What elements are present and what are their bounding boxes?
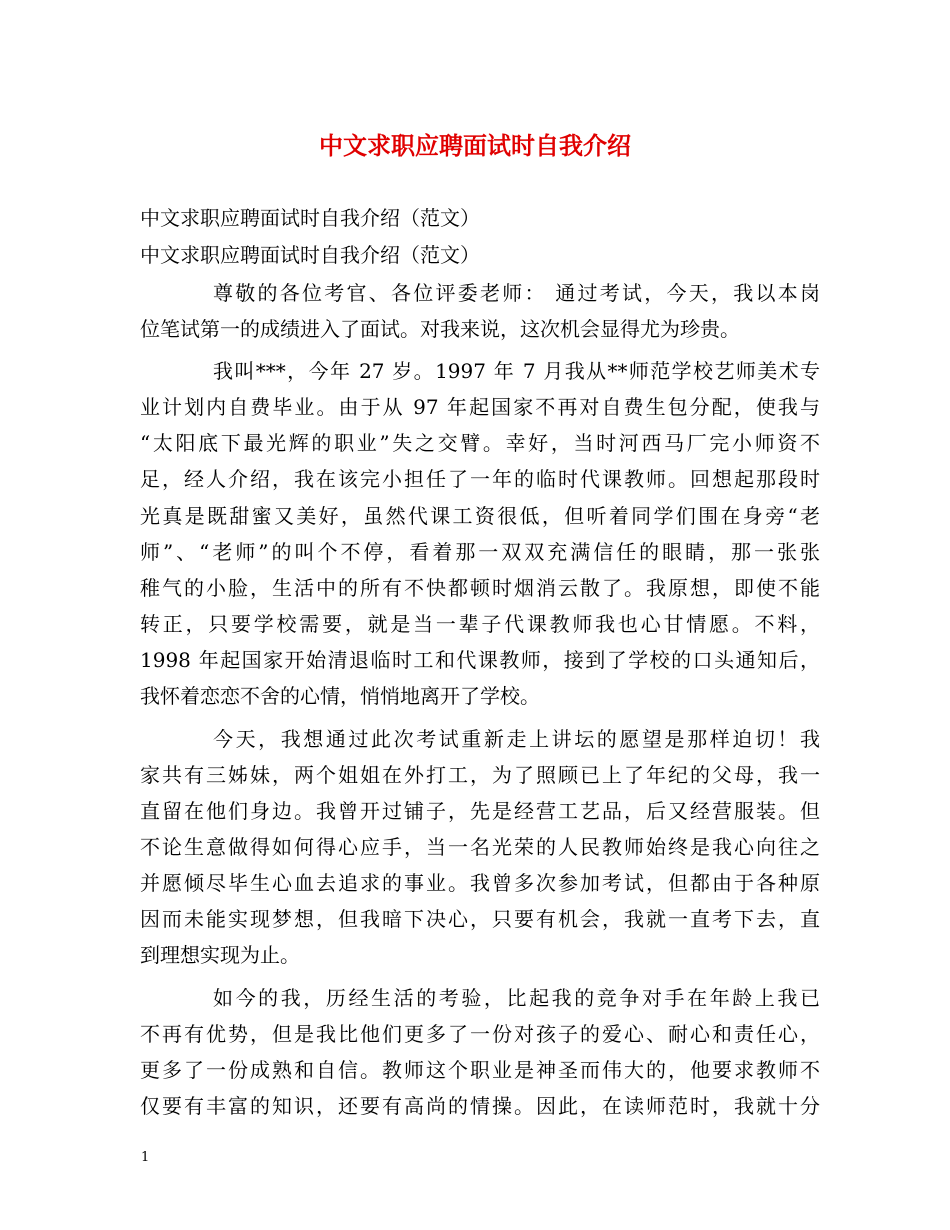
paragraph-line: 1998 年起国家开始清退临时工和代课教师，接到了学校的口头通知后，	[140, 648, 820, 672]
subtitle-line: 中文求职应聘面试时自我介绍（范文）	[140, 206, 480, 230]
paragraph-line: “太阳底下最光辉的职业”失之交臂。幸好，当时河西马厂完小师资不	[140, 431, 820, 455]
paragraph-line: 师”、“老师”的叫个不停，看着那一双双充满信任的眼睛，那一张张	[140, 540, 820, 564]
paragraph-line: 更多了一份成熟和自信。教师这个职业是神圣而伟大的，他要求教师不	[140, 1058, 820, 1082]
page-number: 1	[141, 1150, 150, 1165]
paragraph-line: 业计划内自费毕业。由于从 97 年起国家不再对自费生包分配，使我与	[140, 395, 820, 419]
paragraph-line: 稚气的小脸，生活中的所有不快都顿时烟消云散了。我原想，即使不能	[140, 576, 820, 600]
paragraph-line: 如今的我，历经生活的考验，比起我的竞争对手在年龄上我已	[213, 986, 820, 1010]
paragraph-line: 光真是既甜蜜又美好，虽然代课工资很低，但听着同学们围在身旁“老	[140, 504, 820, 528]
paragraph-line: 不再有优势，但是我比他们更多了一份对孩子的爱心、耐心和责任心，	[140, 1022, 820, 1046]
paragraph-line: 我叫***，今年 27 岁。1997 年 7 月我从**师范学校艺师美术专	[213, 359, 820, 383]
paragraph-line: 我怀着恋恋不舍的心情，悄悄地离开了学校。	[140, 684, 540, 708]
paragraph-line: 并愿倾尽毕生心血去追求的事业。我曾多次参加考试，但都由于各种原	[140, 871, 820, 895]
paragraph-line: 因而未能实现梦想，但我暗下决心，只要有机会，我就一直考下去，直	[140, 907, 820, 931]
paragraph-line: 足，经人介绍，我在该完小担任了一年的临时代课教师。回想起那段时	[140, 467, 820, 491]
paragraph-line: 尊敬的各位考官、各位评委老师： 通过考试，今天，我以本岗	[213, 281, 820, 305]
paragraph-line: 到理想实现为止。	[140, 943, 300, 967]
paragraph-line: 转正，只要学校需要，就是当一辈子代课教师我也心甘情愿。不料，	[140, 612, 820, 636]
paragraph-line: 直留在他们身边。我曾开过铺子，先是经营工艺品，后又经营服装。但	[140, 799, 820, 823]
paragraph-line: 家共有三姊妹，两个姐姐在外打工，为了照顾已上了年纪的父母，我一	[140, 763, 820, 787]
subtitle-line: 中文求职应聘面试时自我介绍（范文）	[140, 243, 480, 267]
paragraph-line: 不论生意做得如何得心应手，当一名光荣的人民教师始终是我心向往之	[140, 835, 820, 859]
paragraph-line: 今天，我想通过此次考试重新走上讲坛的愿望是那样迫切！我	[213, 727, 820, 751]
document-title: 中文求职应聘面试时自我介绍	[319, 131, 631, 160]
paragraph-line: 仅要有丰富的知识，还要有高尚的情操。因此，在读师范时，我就十分	[140, 1094, 820, 1118]
paragraph-line: 位笔试第一的成绩进入了面试。对我来说，这次机会显得尤为珍贵。	[140, 317, 740, 341]
